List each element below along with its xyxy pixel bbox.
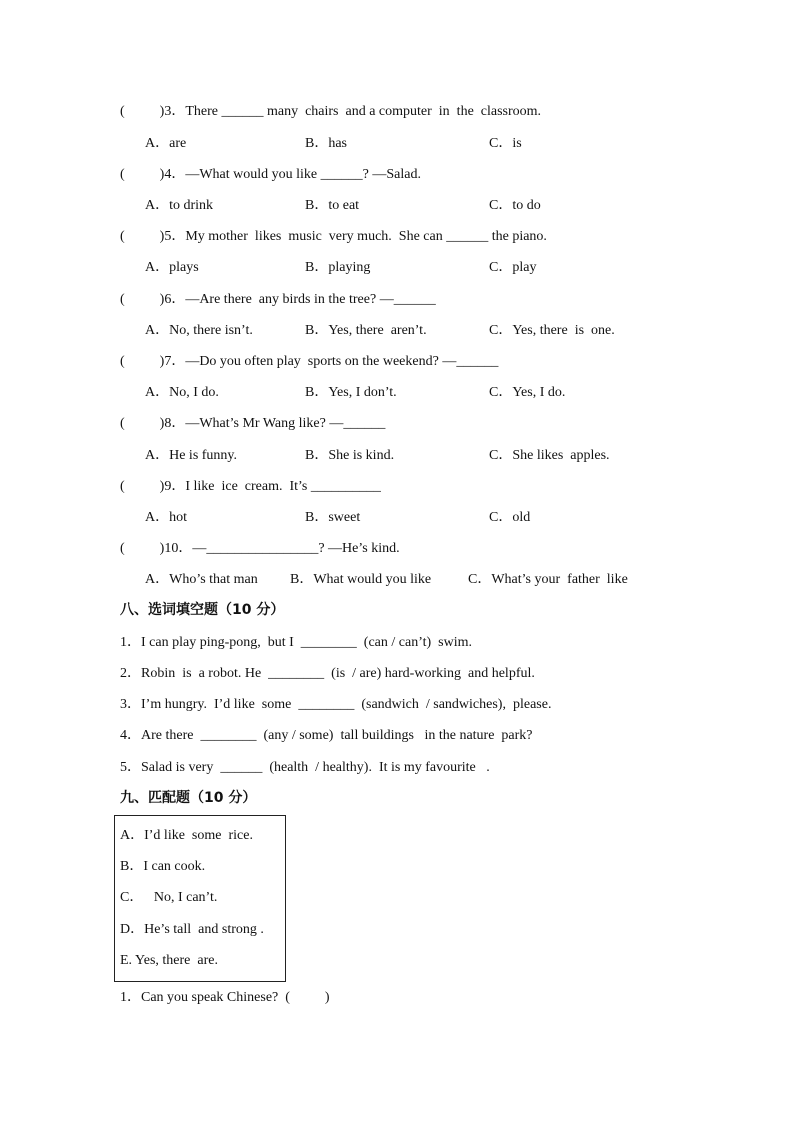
option-a: A．No, I do. xyxy=(145,385,219,400)
question-stem: ( )4．—What would you like ______? —Salad. xyxy=(120,167,421,182)
match-option-c: C． No, I can’t. xyxy=(120,890,218,905)
match-question-1: 1．Can you speak Chinese? ( ) xyxy=(120,990,330,1005)
option-b: B．has xyxy=(305,136,347,151)
option-a: A．Who’s that man xyxy=(145,572,258,587)
fill-item-4: 4．Are there ________ (any / some) tall buildings in the nature park? xyxy=(120,728,533,743)
option-a: A．He is funny. xyxy=(145,448,238,463)
option-c: C．play xyxy=(489,260,537,275)
option-b: B．sweet xyxy=(305,510,361,525)
question-stem: ( )8．—What’s Mr Wang like? —______ xyxy=(120,416,386,431)
match-option-b: B．I can cook. xyxy=(120,859,206,874)
option-a: A．No, there isn’t. xyxy=(145,323,253,338)
fill-item-5: 5．Salad is very ______ (health / healthy). It is my favourite . xyxy=(120,760,490,775)
option-c: C．to do xyxy=(489,198,541,213)
question-stem: ( )7．—Do you often play sports on the weekend? —______ xyxy=(120,354,499,369)
section-9-heading: 九、匹配题（10 分） xyxy=(120,790,257,806)
fill-item-1: 1．I can play ping-pong, but I ________ (can / can’t) swim. xyxy=(120,635,473,650)
option-a: A．are xyxy=(145,136,187,151)
option-a: A．to drink xyxy=(145,198,214,213)
option-a: A．plays xyxy=(145,260,199,275)
option-b: B．Yes, I don’t. xyxy=(305,385,397,400)
option-b: B．What would you like xyxy=(290,572,432,587)
option-b: B．She is kind. xyxy=(305,448,395,463)
fill-item-2: 2．Robin is a robot. He ________ (is / are) hard-working and helpful. xyxy=(120,666,535,681)
option-c: C．Yes, there is one. xyxy=(489,323,615,338)
question-stem: ( )9．I like ice cream. It’s __________ xyxy=(120,479,381,494)
question-stem: ( )3．There ______ many chairs and a computer in the classroom. xyxy=(120,104,542,119)
match-option-e: E. Yes, there are. xyxy=(120,953,218,968)
match-option-a: A．I’d like some rice. xyxy=(120,828,253,843)
section-8-heading: 八、选词填空题（10 分） xyxy=(120,602,285,618)
option-b: B．Yes, there aren’t. xyxy=(305,323,427,338)
option-c: C．She likes apples. xyxy=(489,448,610,463)
option-c: C．Yes, I do. xyxy=(489,385,566,400)
question-stem: ( )6．—Are there any birds in the tree? —______ xyxy=(120,292,436,307)
option-c: C．is xyxy=(489,136,522,151)
option-a: A．hot xyxy=(145,510,187,525)
match-option-d: D．He’s tall and strong . xyxy=(120,922,264,937)
fill-item-3: 3．I’m hungry. I’d like some ________ (sandwich / sandwiches), please. xyxy=(120,697,552,712)
question-stem: ( )5．My mother likes music very much. She can ______ the piano. xyxy=(120,229,547,244)
option-c: C．old xyxy=(489,510,531,525)
option-b: B．to eat xyxy=(305,198,360,213)
option-c: C．What’s your father like xyxy=(468,572,628,587)
question-stem: ( )10．—________________? —He’s kind. xyxy=(120,541,400,556)
option-b: B．playing xyxy=(305,260,371,275)
